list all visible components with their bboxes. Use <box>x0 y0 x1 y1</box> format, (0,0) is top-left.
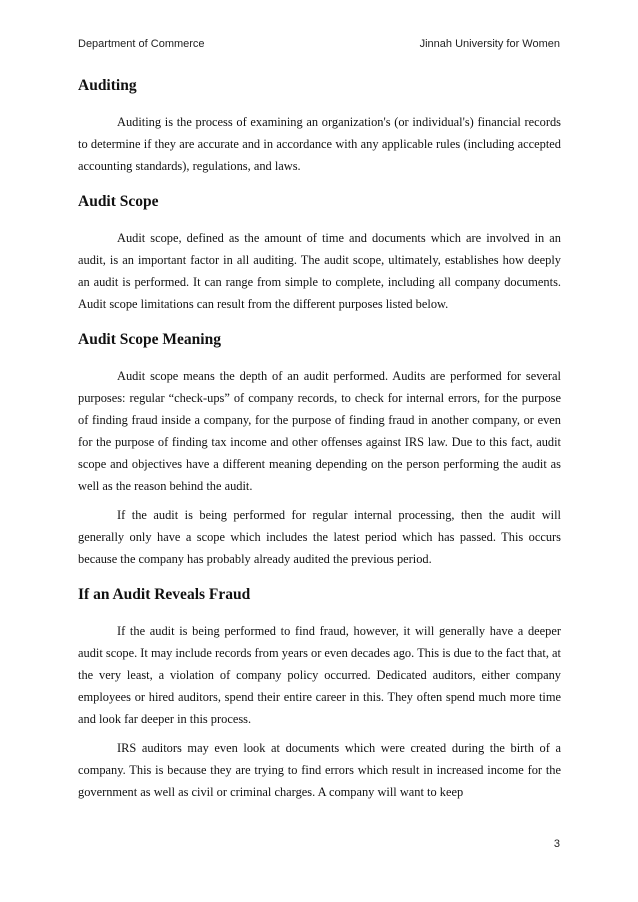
heading-audit-scope-meaning: Audit Scope Meaning <box>78 331 221 348</box>
paragraph-fraud-1: If the audit is being performed to find fraud, however, it will generally have a deeper audit scope. It may include records from years or even decades ago. This is due to the fact that, at the very least, a violation of company policy occurred. Dedicated auditors, either company employees or hired auditors, spend their entire career in this. They often spend much more time and look far deeper in this process. <box>78 624 561 726</box>
page-number: 3 <box>553 838 560 850</box>
heading-auditing: Auditing <box>78 77 137 94</box>
paragraph-scope-meaning-1: Audit scope means the depth of an audit performed. Audits are performed for several purposes: regular “check-ups” of company records, to check for internal errors, for the purpose of finding fraud inside a company, for the purpose of finding fraud in another company, or even for the purpose of finding tax income and other offenses against IRS law. Due to this fact, audit scope and objectives have a different meaning depending on the person performing the audit as well as the reason behind the audit. <box>78 369 561 493</box>
paragraph-audit-scope: Audit scope, defined as the amount of time and documents which are involved in an audit, is an important factor in all auditing. The audit scope, ultimately, establishes how deeply an audit is performed. It can range from simple to complete, including all company documents. Audit scope limitations can result from the different purposes listed below. <box>78 231 561 311</box>
heading-audit-scope: Audit Scope <box>78 193 159 210</box>
page-header <box>78 38 560 50</box>
heading-audit-reveals-fraud: If an Audit Reveals Fraud <box>78 586 251 603</box>
header-department: Department of Commerce <box>78 38 205 50</box>
body-content <box>78 76 561 803</box>
paragraph-fraud-2: IRS auditors may even look at documents which were created during the birth of a company. This is because they are trying to find errors which result in increased income for the government as well as civil or criminal charges. A company will want to keep <box>78 741 561 799</box>
paragraph-scope-meaning-2: If the audit is being performed for regular internal processing, then the audit will generally only have a scope which includes the latest period which has passed. This occurs because the company has probably already audited the previous period. <box>78 508 561 566</box>
header-university: Jinnah University for Women <box>419 38 560 50</box>
paragraph-auditing-definition: Auditing is the process of examining an organization's (or individual's) financial records to determine if they are accurate and in accordance with any applicable rules (including accepted accounting standards), regulations, and laws. <box>78 115 561 173</box>
